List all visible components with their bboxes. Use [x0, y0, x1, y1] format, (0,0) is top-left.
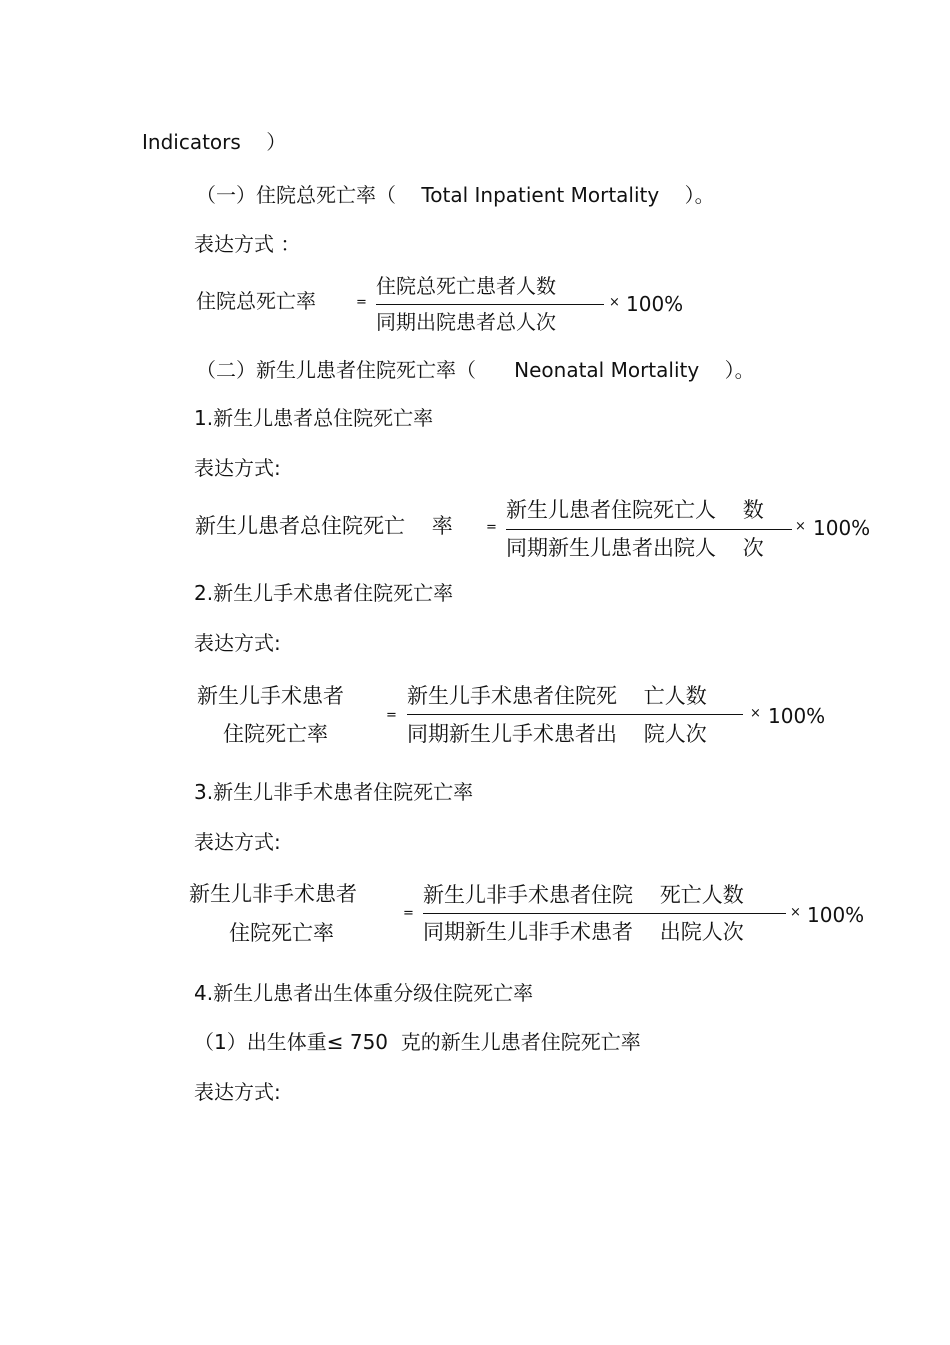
- formula-2-times: ×: [795, 519, 806, 534]
- item-2-title: 2.新生儿手术患者住院死亡率: [194, 581, 454, 605]
- item-3-title: 3.新生儿非手术患者住院死亡率: [194, 780, 474, 804]
- item-4-subitem-1: （1）出生体重≤ 750 克的新生儿患者住院死亡率: [194, 1030, 641, 1054]
- formula-4-lhs-line-1: 新生儿非手术患者: [189, 882, 357, 906]
- formula-3-equals: =: [386, 708, 397, 723]
- item-1-expression-label: 表达方式:: [194, 456, 281, 480]
- formula-1-denominator: 同期出院患者总人次: [376, 310, 556, 334]
- formula-4-denominator: 同期新生儿非手术患者 出院人次: [423, 920, 744, 944]
- formula-1-numerator: 住院总死亡患者人数: [376, 274, 556, 298]
- formula-2-numerator: 新生儿患者住院死亡人 数: [506, 498, 764, 522]
- formula-4-lhs-line-2: 住院死亡率: [229, 921, 334, 945]
- formula-4-numerator: 新生儿非手术患者住院 死亡人数: [423, 883, 744, 907]
- formula-1-lhs: 住院总死亡率: [196, 289, 316, 313]
- formula-4-fraction-bar: [423, 913, 786, 914]
- formula-2-equals: =: [486, 520, 497, 535]
- formula-3-percent: 100%: [768, 704, 826, 728]
- formula-1-fraction-bar: [376, 304, 604, 305]
- formula-3-lhs-line-2: 住院死亡率: [223, 722, 328, 746]
- formula-3-fraction-bar: [407, 714, 743, 715]
- indicators-line: Indicators ）: [142, 130, 287, 154]
- formula-1-times: ×: [609, 295, 620, 310]
- formula-3-lhs-line-1: 新生儿手术患者: [197, 684, 344, 708]
- formula-2-fraction-bar: [506, 529, 792, 530]
- formula-3-numerator: 新生儿手术患者住院死 亡人数: [407, 684, 707, 708]
- formula-2-percent: 100%: [813, 516, 871, 540]
- item-2-expression-label: 表达方式:: [194, 631, 281, 655]
- formula-4-times: ×: [790, 905, 801, 920]
- section-2-heading: （二）新生儿患者住院死亡率（ Neonatal Mortality ）。: [196, 358, 755, 382]
- formula-3-denominator: 同期新生儿手术患者出 院人次: [407, 722, 707, 746]
- formula-1-percent: 100%: [626, 292, 684, 316]
- item-4-title: 4.新生儿患者出生体重分级住院死亡率: [194, 981, 534, 1005]
- formula-4-percent: 100%: [807, 903, 865, 927]
- formula-4-equals: =: [403, 906, 414, 921]
- formula-2-lhs: 新生儿患者总住院死亡 率: [195, 514, 453, 538]
- formula-1-equals: =: [356, 295, 367, 310]
- section-1-heading: （一）住院总死亡率（ Total Inpatient Mortality ）。: [196, 183, 715, 207]
- item-1-title: 1.新生儿患者总住院死亡率: [194, 406, 434, 430]
- section-1-expression-label: 表达方式 ：: [194, 232, 301, 256]
- item-3-expression-label: 表达方式:: [194, 830, 281, 854]
- formula-3-times: ×: [750, 706, 761, 721]
- formula-2-denominator: 同期新生儿患者出院人 次: [506, 536, 764, 560]
- item-4-expression-label: 表达方式:: [194, 1080, 281, 1104]
